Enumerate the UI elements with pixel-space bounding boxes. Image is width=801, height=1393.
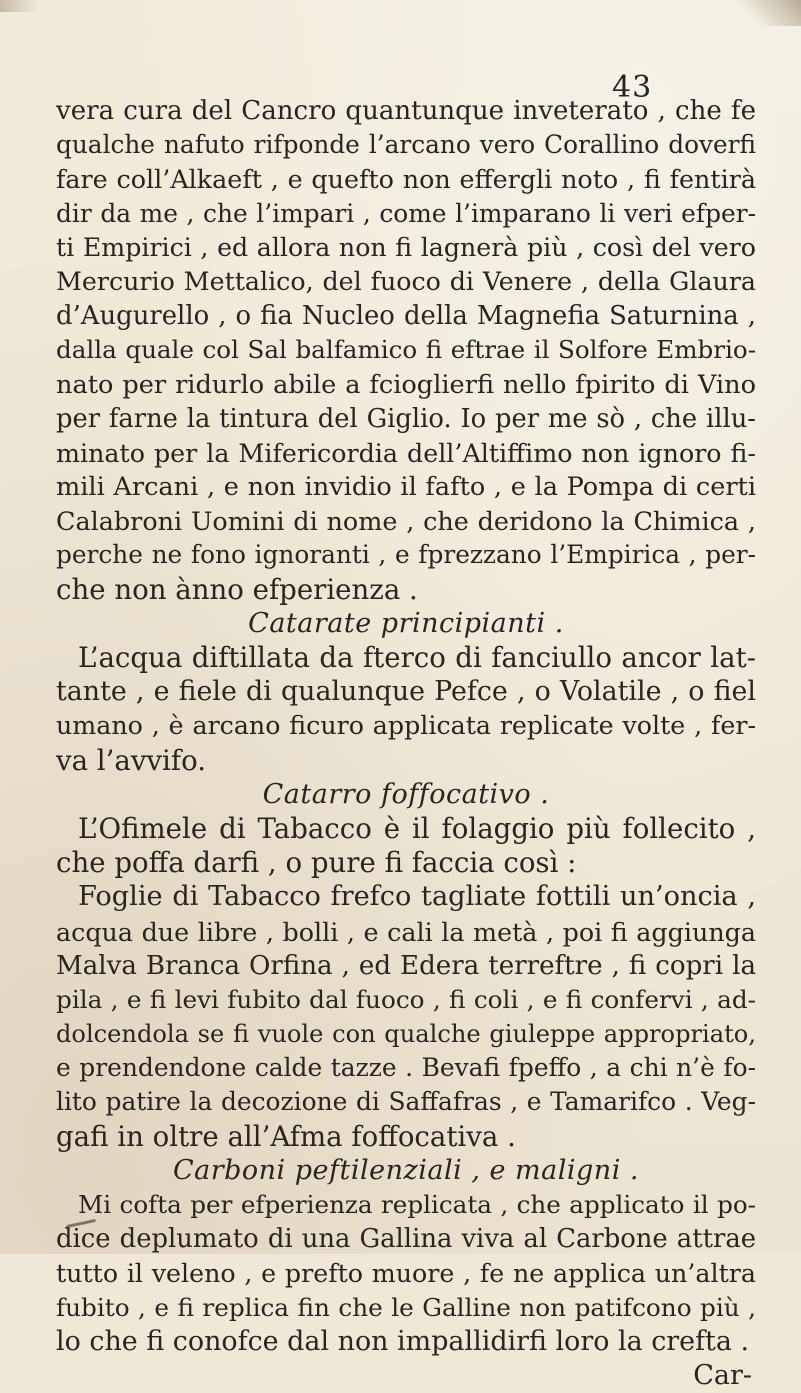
text-line: nato per ridurlo abile a fcioglierfi nello fpirito di Vino: [56, 369, 756, 400]
text-line: acqua due libre , bolli , e cali la metà , poi fi aggiunga: [56, 916, 756, 947]
text-line: ti Empirici , ed allora non fi lagnerà più , così del vero: [56, 232, 756, 262]
text-line: che non ànno efperienza .: [56, 572, 418, 606]
text-line: L’acqua diftillata da fterco di fanciullo ancor lat-: [78, 641, 756, 674]
text-line: lito patire la decozione di Saffafras , e Tamarifco . Veg-: [56, 1087, 756, 1117]
text-line: Malva Branca Orfina , ed Edera terreftre , fi copri la: [56, 950, 756, 981]
catchword: Car-: [693, 1359, 752, 1391]
text-line: fare coll’Alkaeft , e quefto non effergli noto , fi fentirà: [56, 164, 756, 195]
text-line: qualche nafuto rifponde l’arcano vero Corallino doverfi: [56, 130, 756, 160]
text-line: perche ne fono ignoranti , e fprezzano l’Empirica , per-: [56, 540, 756, 570]
text-line: per farne la tintura del Giglio. Io per me sò , che illu-: [56, 403, 756, 434]
text-line: e prendendone calde tazze . Bevafi fpeffo , a chi n’è fo-: [56, 1053, 756, 1083]
page-edge-shadow: [0, 0, 40, 12]
text-line: Mercurio Mettalico, del fuoco di Venere , della Glaura: [56, 266, 756, 296]
text-line: gafi in oltre all’Afma foffocativa .: [56, 1119, 516, 1153]
text-line: che poffa darfi , o pure fi faccia così :: [56, 846, 577, 880]
body-text: [56, 94, 756, 1393]
text-line: tante , e fiele di qualunque Pefce , o Volatile , o fiel: [56, 676, 756, 708]
text-line: dolcendola se fi vuole con qualche giuleppe appropriato,: [56, 1020, 756, 1049]
text-line: Calabroni Uomini di nome , che deridono la Chimica ,: [56, 506, 756, 537]
text-line: L’Ofimele di Tabacco è il folaggio più follecito ,: [78, 811, 756, 845]
page-corner-shadow: [731, 0, 801, 26]
text-line: va l’avvifo.: [56, 743, 206, 777]
text-line: d’Augurello , o fia Nucleo della Magnefia Saturnina ,: [56, 301, 756, 332]
text-line: minato per la Mifericordia dell’Altiffimo non ignoro fi-: [56, 437, 756, 468]
text-line: Foglie di Tabacco frefco tagliate fottili un’oncia ,: [78, 881, 756, 913]
text-line: pila , e fi levi fubito dal fuoco , fi coli , e fi confervi , ad-: [56, 984, 756, 1014]
text-line: vera cura del Cancro quantunque inveterato , che fe: [56, 96, 756, 126]
text-line: mili Arcani , e non invidio il fafto , e la Pompa di certi: [56, 472, 756, 503]
text-line: dalla quale col Sal balfamico fi eftrae il Solfore Embrio-: [56, 335, 756, 365]
section-heading: Catarro foffocativo .: [262, 778, 550, 810]
text-line: Mi cofta per efperienza replicata , che applicato il po-: [78, 1190, 756, 1219]
text-line: lo che fi conofce dal non impallidirfi loro la crefta .: [56, 1325, 750, 1357]
page-number: 43: [612, 70, 653, 105]
section-heading: Carboni peftilenziali , e maligni .: [172, 1154, 640, 1186]
text-line: tutto il veleno , e prefto muore , fe ne applica un’altra: [56, 1258, 756, 1289]
text-line: umano , è arcano ficuro applicata replicate volte , fer-: [56, 711, 756, 741]
text-line: fubito , e fi replica fin che le Galline non patifcono più ,: [56, 1292, 756, 1322]
text-line: dice deplumato di una Gallina viva al Carbone attrae: [56, 1224, 756, 1255]
section-heading: Catarate principianti .: [248, 607, 564, 639]
text-line: dir da me , che l’impari , come l’imparano li veri efper-: [56, 198, 756, 228]
